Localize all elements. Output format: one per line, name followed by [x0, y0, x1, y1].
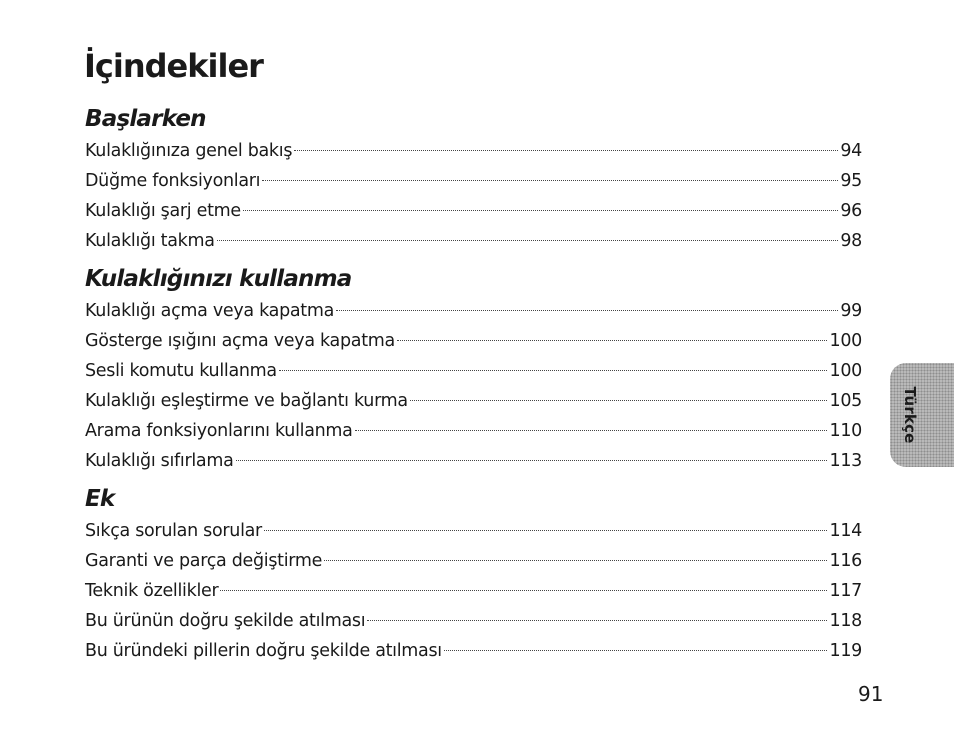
toc-entry-page: 94	[840, 141, 862, 161]
toc-entry[interactable]	[85, 166, 862, 196]
toc-entry-title: Sıkça sorulan sorular	[85, 521, 262, 541]
toc-entry-page: 117	[829, 581, 862, 601]
toc-entry[interactable]	[85, 226, 862, 256]
toc-entry-title: Garanti ve parça değiştirme	[85, 551, 323, 571]
toc-entry-page: 100	[829, 361, 862, 381]
dot-leader	[355, 430, 828, 431]
toc-entry[interactable]	[85, 136, 862, 166]
toc-entry-title: Kulaklığı eşleştirme ve bağlantı kurma	[85, 391, 408, 411]
toc-entry-title: Bu ürünün doğru şekilde atılması	[85, 611, 366, 631]
dot-leader	[236, 460, 828, 461]
toc-entry-page: 96	[840, 201, 862, 221]
toc-entry-page: 98	[840, 231, 862, 251]
dot-leader	[264, 530, 828, 531]
dot-leader	[243, 210, 838, 211]
toc-entry[interactable]	[85, 196, 862, 226]
toc-entry[interactable]	[85, 546, 862, 576]
toc-entry[interactable]	[85, 386, 862, 416]
toc-entry[interactable]	[85, 446, 862, 476]
toc-entry-page: 100	[829, 331, 862, 351]
toc-section-using-headset	[85, 262, 862, 476]
section-heading: Başlarken	[85, 106, 206, 132]
toc-section-getting-started	[85, 102, 862, 256]
page-number: 91	[858, 682, 884, 706]
dot-leader	[444, 650, 828, 651]
toc-entry-title: Teknik özellikler	[85, 581, 219, 601]
dot-leader	[336, 310, 838, 311]
toc-entry[interactable]	[85, 416, 862, 446]
dot-leader	[397, 340, 828, 341]
dot-leader	[324, 560, 827, 561]
section-heading: Kulaklığınızı kullanma	[85, 266, 352, 292]
toc-entry-page: 114	[829, 521, 862, 541]
toc-entry-title: Arama fonksiyonlarını kullanma	[85, 421, 353, 441]
toc-entry-page: 116	[829, 551, 862, 571]
toc-entry-title: Gösterge ışığını açma veya kapatma	[85, 331, 395, 351]
toc-entry-title: Kulaklığınıza genel bakış	[85, 141, 293, 161]
page-title: İçindekiler	[84, 47, 263, 85]
toc-entry-title: Sesli komutu kullanma	[85, 361, 277, 381]
dot-leader	[279, 370, 828, 371]
toc-entry-title: Kulaklığı takma	[85, 231, 215, 251]
toc-entry[interactable]	[85, 636, 862, 666]
toc-entry-page: 99	[840, 301, 862, 321]
toc-entry-page: 95	[840, 171, 862, 191]
language-tab-label: Türkçe	[901, 386, 919, 444]
toc-section-appendix	[85, 482, 862, 666]
toc-entry-title: Kulaklığı açma veya kapatma	[85, 301, 335, 321]
toc-entry-title: Kulaklığı şarj etme	[85, 201, 241, 221]
toc-entry[interactable]	[85, 606, 862, 636]
toc-entry[interactable]	[85, 326, 862, 356]
toc-entry-page: 118	[829, 611, 862, 631]
language-tab	[890, 363, 954, 467]
toc-entry-title: Düğme fonksiyonları	[85, 171, 261, 191]
toc-entry-page: 105	[829, 391, 862, 411]
toc-entry-page: 119	[829, 641, 862, 661]
dot-leader	[410, 400, 828, 401]
dot-leader	[294, 150, 838, 151]
dot-leader	[367, 620, 827, 621]
dot-leader	[220, 590, 827, 591]
toc-entry-page: 110	[829, 421, 862, 441]
toc-entry[interactable]	[85, 576, 862, 606]
toc-entry-title: Bu üründeki pillerin doğru şekilde atılması	[85, 641, 442, 661]
toc-entry-page: 113	[829, 451, 862, 471]
table-of-contents	[85, 102, 862, 666]
section-heading: Ek	[85, 486, 115, 512]
toc-entry[interactable]	[85, 356, 862, 386]
toc-entry[interactable]	[85, 296, 862, 326]
toc-entry[interactable]	[85, 516, 862, 546]
dot-leader	[262, 180, 838, 181]
toc-entry-title: Kulaklığı sıfırlama	[85, 451, 234, 471]
dot-leader	[217, 240, 839, 241]
